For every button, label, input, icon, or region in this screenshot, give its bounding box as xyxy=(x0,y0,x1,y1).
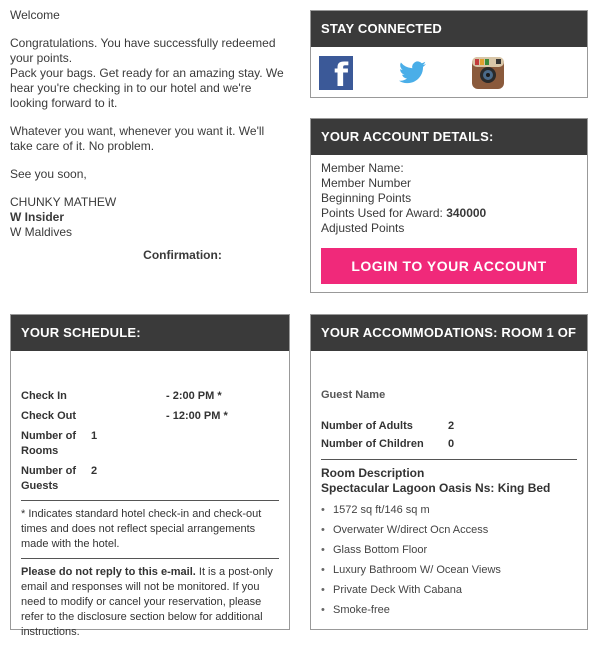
adults-value: 2 xyxy=(448,420,455,432)
list-item: • Private Deck With Cabana xyxy=(321,580,577,600)
letter-text: looking forward to it. xyxy=(10,96,118,110)
checkin-note: * Indicates standard hotel check-in and check-out times and does not reflect special arrangements made with the hotel. xyxy=(21,508,262,550)
welcome-letter xyxy=(10,8,295,263)
room-description-value: Spectacular Lagoon Oasis Ns: King Bed xyxy=(321,481,551,495)
letter-text: Congratulations. You have successfully redeemed xyxy=(10,36,276,50)
list-item: • Glass Bottom Floor xyxy=(321,540,577,560)
letter-text: your points. xyxy=(10,51,73,65)
facebook-icon[interactable]: f xyxy=(319,56,353,90)
list-item: • 1572 sq ft/146 sq m xyxy=(321,500,577,520)
check-in-row xyxy=(21,389,279,404)
check-in-label: Check In xyxy=(21,390,67,402)
letter-signoff: See you soon, xyxy=(10,167,87,181)
stay-connected-panel xyxy=(310,10,588,98)
list-item: • Luxury Bathroom W/ Ocean Views xyxy=(321,560,577,580)
instagram-icon[interactable] xyxy=(471,56,505,90)
check-out-row xyxy=(21,409,279,424)
accommodations-title: YOUR ACCOMMODATIONS: ROOM 1 OF 1 xyxy=(311,315,587,351)
login-button[interactable]: LOGIN TO YOUR ACCOUNT xyxy=(321,248,577,284)
member-number-label: Member Number xyxy=(321,176,412,190)
check-out-value: - 12:00 PM * xyxy=(166,410,228,422)
check-in-value: - 2:00 PM * xyxy=(166,390,222,402)
letter-text: take care of it. No problem. xyxy=(10,139,155,153)
letter-text: hear you're checking in to our hotel and we're xyxy=(10,81,252,95)
rooms-value: 1 xyxy=(91,430,98,442)
adults-row xyxy=(321,417,577,435)
schedule-title: YOUR SCHEDULE: xyxy=(11,315,289,351)
adults-label: Number of Adults xyxy=(321,420,413,432)
no-reply-note: Please do not reply to this e-mail. It is a post-only email and responses will not be monitored. If you need to modify or cancel your reservation, please refer to the disclosure section below for additional instructions. xyxy=(21,566,273,638)
guests-row xyxy=(21,464,279,494)
guest-name-label: Guest Name xyxy=(321,389,386,401)
guests-value: 2 xyxy=(91,465,98,477)
social-links xyxy=(311,47,587,98)
signature-hotel: W Maldives xyxy=(10,225,73,239)
greeting: Welcome xyxy=(10,8,60,22)
stay-connected-title: STAY CONNECTED xyxy=(311,11,587,47)
twitter-icon[interactable] xyxy=(395,56,429,90)
signature-title: W Insider xyxy=(10,210,65,224)
list-item: • Overwater W/direct Ocn Access xyxy=(321,520,577,540)
amenities-list xyxy=(321,500,577,620)
children-label: Number of Children xyxy=(321,438,424,450)
confirmation-label: Confirmation: xyxy=(143,248,222,262)
account-details-panel xyxy=(310,118,588,293)
member-name-label: Member Name: xyxy=(321,161,404,175)
children-row xyxy=(321,435,577,453)
account-details-title: YOUR ACCOUNT DETAILS: xyxy=(311,119,587,155)
points-used-row xyxy=(321,206,577,221)
children-value: 0 xyxy=(448,438,455,450)
signature-name: CHUNKY MATHEW xyxy=(10,195,117,209)
check-out-label: Check Out xyxy=(21,410,77,422)
room-description-label: Room Description xyxy=(321,466,425,480)
points-used-value: 340000 xyxy=(446,206,487,220)
list-item: • Smoke-free xyxy=(321,600,577,620)
beginning-points-label: Beginning Points xyxy=(321,191,412,205)
points-used-label: Points Used for Award: xyxy=(321,206,443,220)
letter-text: Pack your bags. Get ready for an amazing stay. We xyxy=(10,66,284,80)
rooms-label: Number of Rooms xyxy=(21,430,76,457)
rooms-row xyxy=(21,429,279,459)
adjusted-points-label: Adjusted Points xyxy=(321,221,405,235)
guests-label: Number of Guests xyxy=(21,465,76,492)
accommodations-panel xyxy=(310,314,588,630)
schedule-panel xyxy=(10,314,290,638)
letter-text: Whatever you want, whenever you want it. We'll xyxy=(10,124,265,138)
